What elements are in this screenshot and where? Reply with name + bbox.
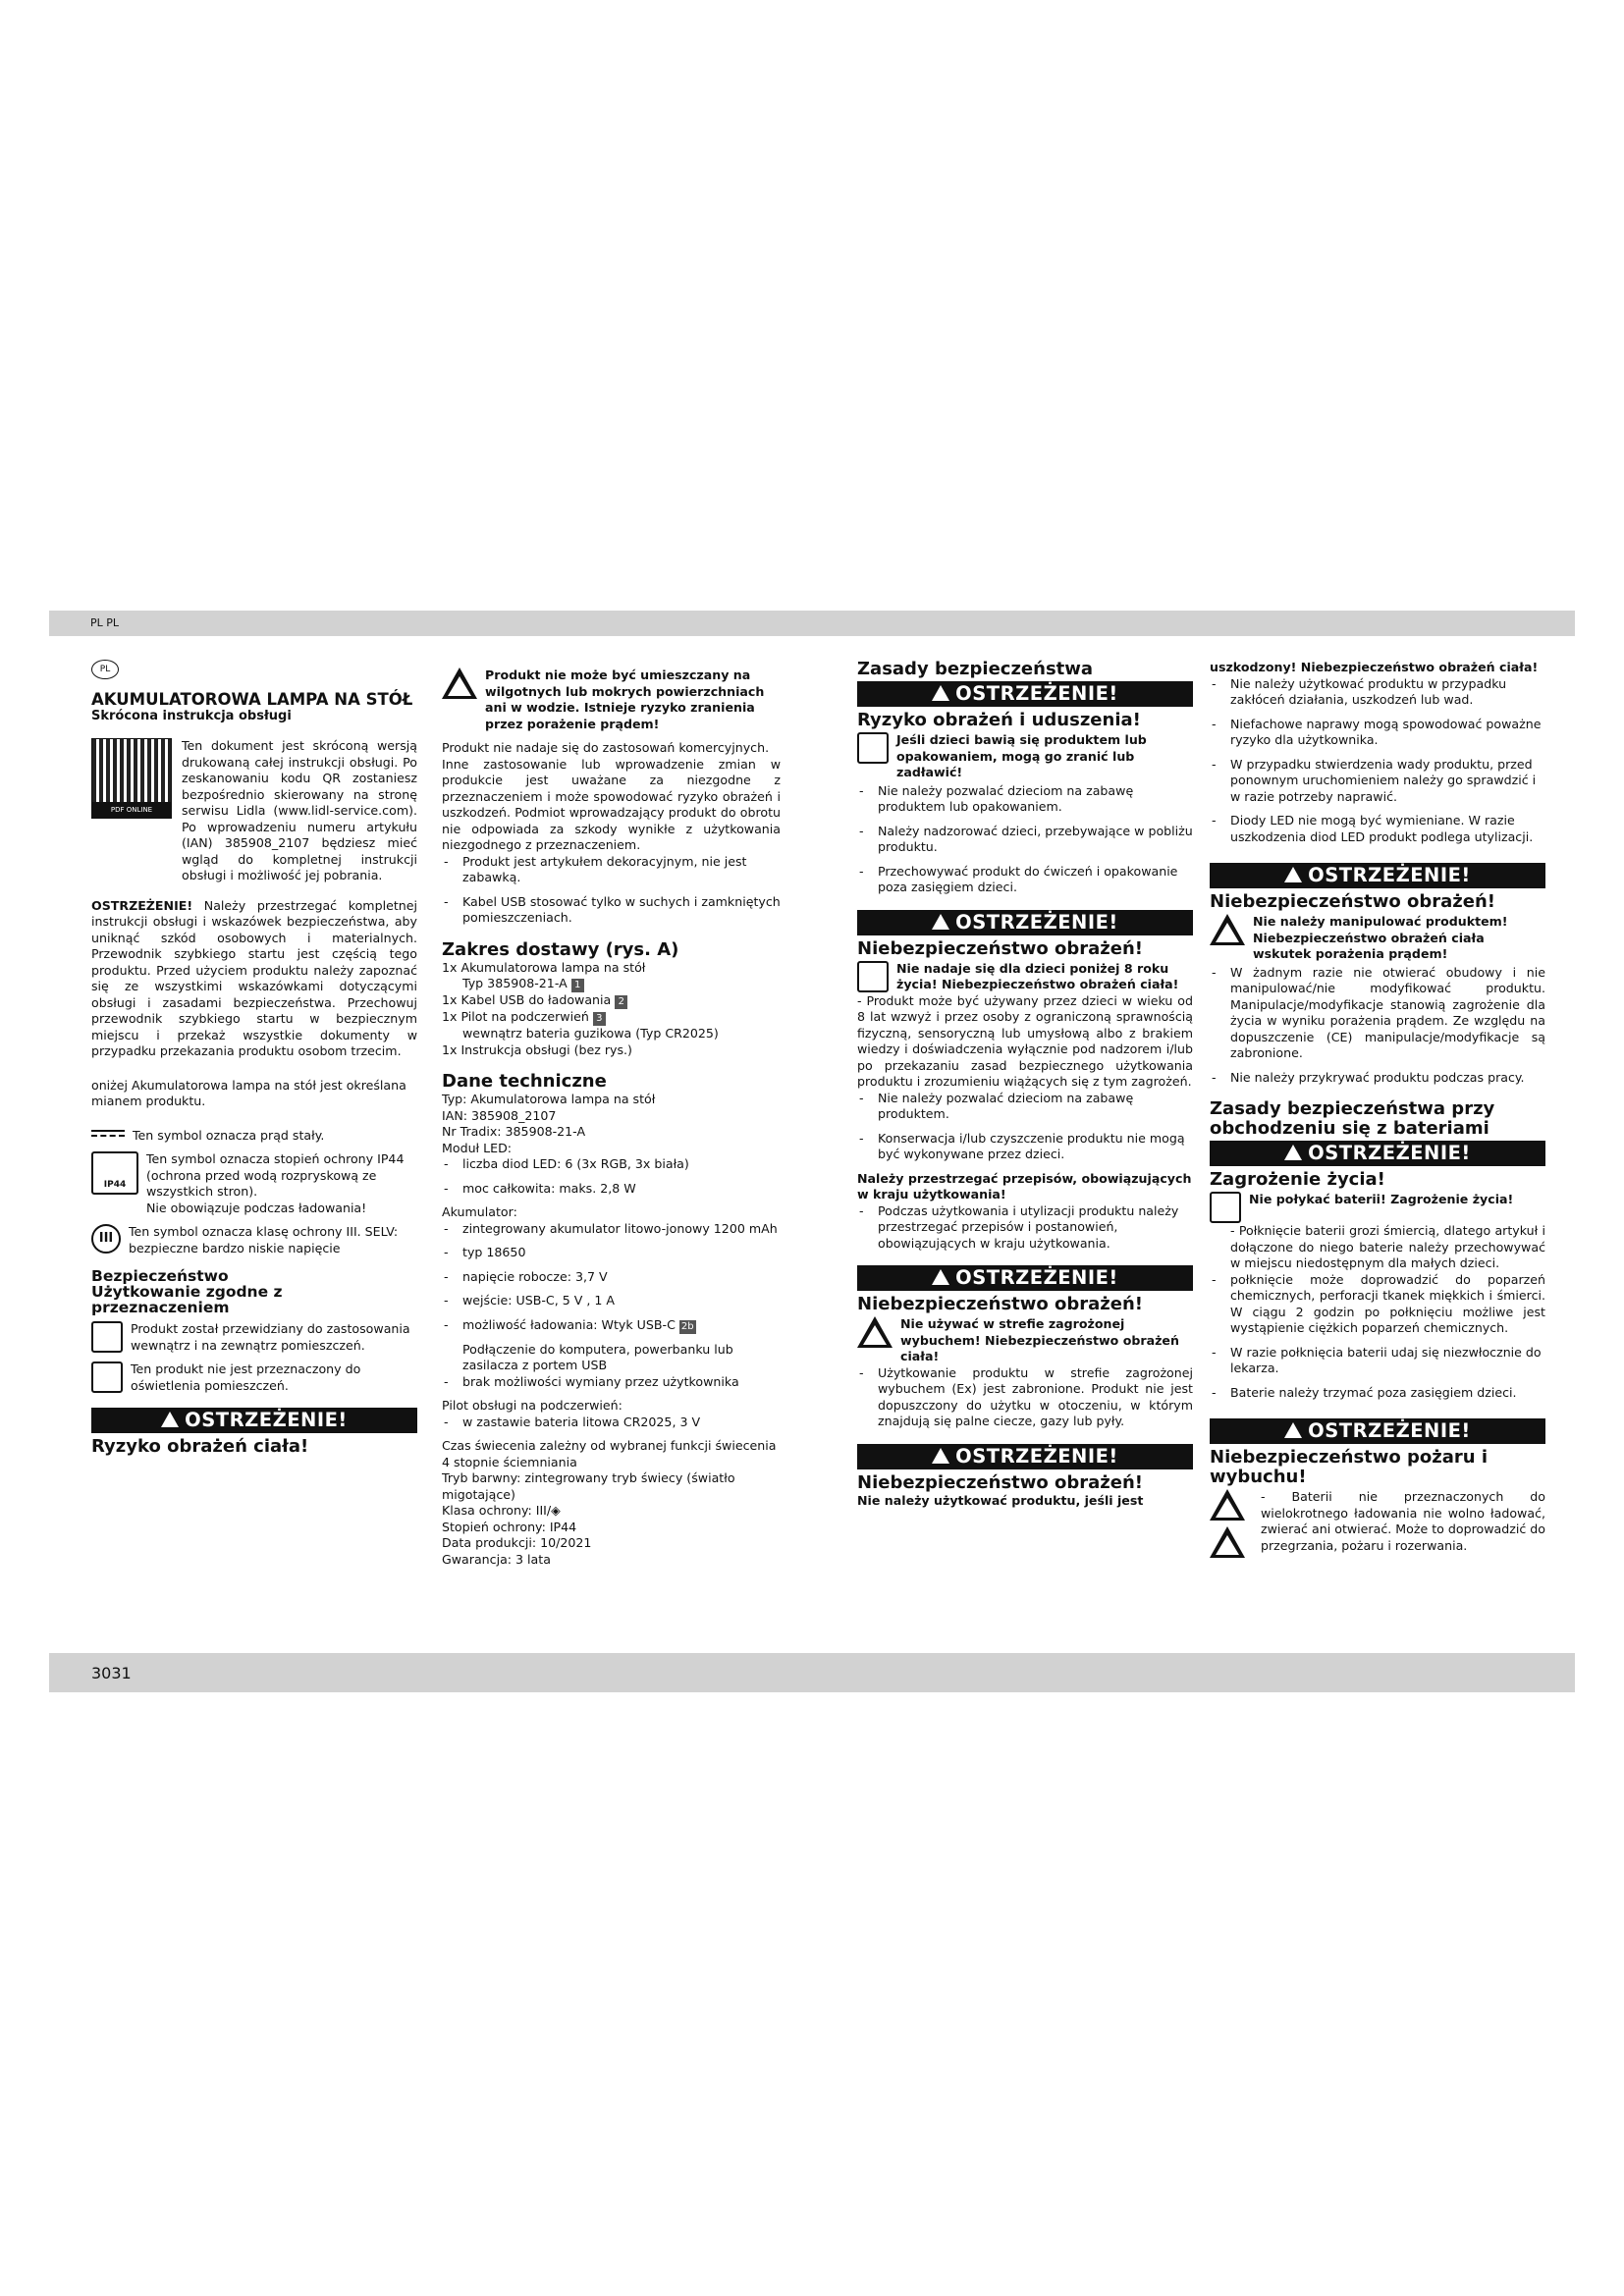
age-row bbox=[857, 961, 1193, 993]
warning-banner-5 bbox=[1210, 863, 1545, 888]
delivery-item-2 bbox=[442, 992, 781, 1009]
figure-number-3: 3 bbox=[593, 1012, 606, 1026]
fire-heading: Niebezpieczeństwo pożaru i wybuchu! bbox=[1210, 1447, 1489, 1487]
improper-use-text: Inne zastosowanie lub wprowadzenie zmian w produkcie jest uważane za niezgodne z przeznaczeniem i może spowodować ryzyko obrażeń i uszkodzeń. Podmiot wprowadzający produkt do obrotu nie odpowiada za szkody wynikłe z użytkowania niezgodnego z przeznaczeniem. bbox=[442, 756, 781, 852]
tech-led-module: Moduł LED: bbox=[442, 1140, 513, 1155]
tech-charging-text: możliwość ładowania: Wtyk USB-C bbox=[462, 1316, 676, 1332]
delivery-item-3-text: 1x Pilot na podczerwień bbox=[442, 1009, 589, 1024]
suffocation-heading: Ryzyko obrażeń i uduszenia! bbox=[857, 710, 1141, 730]
column-1 bbox=[91, 660, 417, 1457]
tech-power: - moc całkowita: maks. 2,8 W bbox=[442, 1181, 781, 1198]
warning-banner-3 bbox=[857, 1265, 1193, 1291]
use-indoor-outdoor-row bbox=[91, 1321, 417, 1354]
warning-bold: OSTRZEŻENIE! bbox=[91, 897, 193, 913]
battery-dash-3: - Baterie należy trzymać poza zasięgiem dzieci. bbox=[1210, 1385, 1545, 1402]
ip-symbol-text: Ten symbol oznacza stopień ochrony IP44 (ochrona przed wodą rozpryskową ze wszystkich stron). bbox=[146, 1151, 405, 1199]
warning-banner-label: OSTRZEŻENIE! bbox=[1308, 864, 1471, 886]
age-text: - Produkt może być używany przez dzieci w wieku od 8 lat wzwyż i przez osoby z ograniczoną sprawnością fizyczną, sensoryczną lub umysłową albo z brakiem wiedzy i doświadczenia wyłącznie pod nadzorem i/lub po przekazaniu zasad bezpiecznego użytkowania produktu i zrozumieniu wiążących się z tym zagrożeń. bbox=[857, 992, 1193, 1089]
warning-banner-7 bbox=[1210, 1418, 1545, 1444]
tech-voltage: - napięcie robocze: 3,7 V bbox=[442, 1269, 781, 1286]
tech-remote: Pilot obsługi na podczerwień: bbox=[442, 1398, 623, 1413]
pl-badge: PL bbox=[91, 660, 119, 679]
language-label: PL PL bbox=[90, 616, 120, 629]
injury-heading-1: Niebezpieczeństwo obrażeń! bbox=[857, 937, 1144, 959]
warning-banner-4 bbox=[857, 1444, 1193, 1469]
tech-protection-class: Klasa ochrony: III/◈ bbox=[442, 1503, 561, 1518]
tech-color-mode: Tryb barwny: zintegrowany tryb świecy (światło migotające) bbox=[442, 1470, 735, 1502]
damaged-dash-4: - Diody LED nie mogą być wymieniane. W razie uszkodzenia diod LED produkt podlega utylizacji. bbox=[1210, 813, 1545, 845]
warning-triangle-icon bbox=[932, 685, 949, 701]
flammable-icon bbox=[1210, 1489, 1245, 1521]
class-iii-text: Ten symbol oznacza klasę ochrony III. SELV: bezpieczne bardzo niskie napięcie bbox=[129, 1224, 399, 1255]
battery-dash-1: - połknięcie może doprowadzić do poparzeń chemicznych, perforacji tkanek miękkich i śmierci. W ciągu 2 godzin po połknięciu możliwe jest wystąpienie ciężkich poparzeń chemicznych. bbox=[1210, 1272, 1545, 1337]
manipulation-dash-2: - Nie należy przykrywać produktu podczas pracy. bbox=[1210, 1070, 1545, 1087]
indoor-outdoor-icon bbox=[91, 1321, 123, 1353]
electric-shock-icon bbox=[1210, 914, 1245, 945]
warning-banner-label: OSTRZEŻENIE! bbox=[955, 1266, 1118, 1289]
delivery-item-4: 1x Instrukcja obsługi (bez rys.) bbox=[442, 1041, 632, 1057]
damaged-dash-1: - Nie należy użytkować produktu w przypadku zakłóceń działania, uszkodzeń lub wad. bbox=[1210, 676, 1545, 709]
suffocation-bold: Jeśli dzieci bawią się produktem lub opakowaniem, mogą go zranić lub zadławić! bbox=[896, 732, 1147, 779]
footer-bar bbox=[49, 1653, 1575, 1692]
battery-swallow-text: - Połknięcie baterii grozi śmiercią, dlatego artykuł i dołączone do niego baterie należy przechowywać w miejscu niedostępnym dla małych dzieci. bbox=[1230, 1223, 1545, 1270]
warning-triangle-icon bbox=[1284, 1145, 1302, 1160]
suffocation-row bbox=[857, 732, 1193, 781]
explosion-icon bbox=[1210, 1526, 1245, 1558]
battery-dash-2: - W razie połknięcia baterii udaj się niezwłocznie do lekarza. bbox=[1210, 1345, 1545, 1377]
damaged-bold-end: uszkodzony! Niebezpieczeństwo obrażeń ciała! bbox=[1210, 660, 1539, 674]
explosion-bold: Nie używać w strefie zagrożonej wybuchem! Niebezpieczeństwo obrażeń ciała! bbox=[900, 1316, 1179, 1363]
delivery-item-3 bbox=[442, 1009, 781, 1026]
product-subtitle: Skrócona instrukcja obsługi bbox=[91, 709, 292, 723]
tech-type: Typ: Akumulatorowa lampa na stół bbox=[442, 1092, 656, 1106]
column-2 bbox=[442, 660, 781, 1568]
tech-production-date: Data produkcji: 10/2021 bbox=[442, 1535, 592, 1550]
figure-number-2b: 2b bbox=[680, 1320, 694, 1332]
not-room-lighting-row bbox=[91, 1362, 417, 1394]
electric-shock-icon bbox=[442, 667, 477, 699]
regulations-bold: Należy przestrzegać przepisów, obowiązujących w kraju użytkowania! bbox=[857, 1170, 1192, 1201]
explosion-hazard-icon bbox=[857, 1316, 893, 1348]
fire-icons bbox=[1210, 1489, 1253, 1558]
tech-charging-connect: Podłączenie do komputera, powerbanku lub zasilacza z portem USB bbox=[462, 1341, 733, 1372]
tech-input: - wejście: USB-C, 5 V , 1 A bbox=[442, 1293, 781, 1309]
safety-heading: Bezpieczeństwo bbox=[91, 1267, 229, 1285]
ip44-icon bbox=[91, 1151, 138, 1195]
warning-triangle-icon bbox=[932, 914, 949, 930]
battery-swallow-bold: Nie połykać baterii! Zagrożenie życia! bbox=[1249, 1192, 1514, 1206]
tech-remote-battery: - w zastawie bateria litowa CR2025, 3 V bbox=[442, 1415, 781, 1431]
injury-heading-2: Niebezpieczeństwo obrażeń! bbox=[857, 1294, 1144, 1314]
battery-swallow-row bbox=[1210, 1192, 1545, 1223]
warning-triangle-icon bbox=[932, 1269, 949, 1285]
ip44-icon-label: IP44 bbox=[103, 1179, 127, 1190]
warning-banner-6 bbox=[1210, 1141, 1545, 1166]
tech-dimming: 4 stopnie ściemniania bbox=[442, 1454, 577, 1469]
manipulation-dash-1: - W żadnym razie nie otwierać obudowy i nie manipulować/nie modyfikować produktu. Manipulacje/modyfikacje stanowią zagrożenie dla życia w wyniku porażenia prądem. Ze względu na dopuszczenie (CE) manipulacje/modyfikacje są zabronione. bbox=[1210, 965, 1545, 1062]
delivery-item-1-type bbox=[442, 976, 781, 992]
electric-warning-text: Produkt nie może być umieszczany na wilgotnych lub mokrych powierzchniach ani w wodzie. Istnieje ryzyko zranienia przez porażenie prądem! bbox=[485, 667, 765, 731]
tech-ian: IAN: 385908_2107 bbox=[442, 1107, 557, 1123]
warning-banner-label: OSTRZEŻENIE! bbox=[185, 1409, 348, 1431]
age-bold: Nie nadaje się dla dzieci poniżej 8 roku życia! Niebezpieczeństwo obrażeń ciała! bbox=[896, 960, 1179, 991]
warning-triangle-icon bbox=[161, 1412, 179, 1427]
qr-section bbox=[91, 738, 417, 884]
battery-safety-heading: Zasady bezpieczeństwa przy obchodzeniu się z bateriami bbox=[1210, 1098, 1495, 1139]
warning-banner-1 bbox=[857, 681, 1193, 707]
safety-rules-heading: Zasady bezpieczeństwa bbox=[857, 659, 1094, 679]
warning-triangle-icon bbox=[932, 1448, 949, 1464]
intended-use-heading: Użytkowanie zgodne z przeznaczeniem bbox=[91, 1283, 283, 1316]
age-dash-1: - Nie należy pozwalać dzieciom na zabawę produktem. bbox=[857, 1091, 1193, 1123]
explosion-dash: - Użytkowanie produktu w strefie zagrożonej wybuchem (Ex) jest zabronione. Produkt nie jest dopuszczony do użytku w otoczeniu, w którym znajdują się palne ciecze, gazy lub pyły. bbox=[857, 1365, 1193, 1430]
no-room-lighting-icon bbox=[91, 1362, 123, 1393]
figure-number-2: 2 bbox=[615, 995, 627, 1009]
not-room-lighting-text: Ten produkt nie jest przeznaczony do oświetlenia pomieszczeń. bbox=[131, 1362, 361, 1393]
damaged-dash-2: - Niefachowe naprawy mogą spowodować poważne ryzyko dla użytkownika. bbox=[1210, 717, 1545, 749]
usb-cable-text: - Kabel USB stosować tylko w suchych i zamkniętych pomieszczeniach. bbox=[442, 894, 781, 927]
tech-battery-type: - zintegrowany akumulator litowo-jonowy 1200 mAh bbox=[442, 1221, 781, 1238]
tech-light-time: Czas świecenia zależny od wybranej funkcji świecenia bbox=[442, 1438, 777, 1453]
warning-triangle-icon bbox=[1284, 1422, 1302, 1438]
ip-symbol-note: Nie obowiązuje podczas ładowania! bbox=[146, 1200, 367, 1215]
tech-charging bbox=[442, 1317, 781, 1334]
warning-banner-label: OSTRZEŻENIE! bbox=[955, 682, 1118, 705]
class-iii-row bbox=[91, 1224, 417, 1256]
warning-banner-label: OSTRZEŻENIE! bbox=[955, 910, 1118, 934]
tech-ip-rating: Stopień ochrony: IP44 bbox=[442, 1519, 577, 1534]
delivery-item-2-text: 1x Kabel USB do ładowania bbox=[442, 992, 612, 1007]
electric-warning-row bbox=[442, 667, 781, 732]
delivery-heading: Zakres dostawy (rys. A) bbox=[442, 938, 679, 960]
decorative-item-text: - Produkt jest artykułem dekoracyjnym, nie jest zabawką. bbox=[442, 854, 781, 886]
column-3 bbox=[857, 660, 1193, 1509]
damaged-dash-3: - W przypadku stwierdzenia wady produktu, przed ponownym uruchomieniem należy go sprawdzić i w razie potrzeby naprawić. bbox=[1210, 757, 1545, 806]
page-number: 3031 bbox=[91, 1664, 132, 1682]
tech-tradix: Nr Tradix: 385908-21-A bbox=[442, 1124, 586, 1139]
delivery-type: Typ 385908-21-A bbox=[462, 976, 568, 990]
delivery-item-1: 1x Akumulatorowa lampa na stół bbox=[442, 959, 646, 975]
warning-banner-2 bbox=[857, 910, 1193, 935]
risk-heading: Ryzyko obrażeń ciała! bbox=[91, 1436, 309, 1457]
figure-number-1: 1 bbox=[571, 979, 584, 992]
tech-warranty: Gwarancja: 3 lata bbox=[442, 1551, 551, 1567]
manipulation-bold: Nie należy manipulować produktem! Niebezpieczeństwo obrażeń ciała wskutek porażenia prądem! bbox=[1253, 914, 1508, 961]
protection-class-iii-icon: III bbox=[91, 1224, 121, 1254]
warning-banner-label: OSTRZEŻENIE! bbox=[1308, 1142, 1471, 1164]
commercial-use-text: Produkt nie nadaje się do zastosowań komercyjnych. bbox=[442, 740, 770, 755]
dc-symbol-row bbox=[91, 1128, 417, 1145]
warning-banner-label: OSTRZEŻENIE! bbox=[955, 1444, 1118, 1468]
use-indoor-outdoor-text: Produkt został przewidziany do zastosowania wewnątrz i na zewnątrz pomieszczeń. bbox=[131, 1321, 410, 1353]
tech-heading: Dane techniczne bbox=[442, 1071, 607, 1092]
warning-banner-label: OSTRZEŻENIE! bbox=[1308, 1419, 1471, 1442]
regulations-dash: - Podczas użytkowania i utylizacji produktu należy przestrzegać przepisów i postanowień, obowiązujących w kraju użytkowania. bbox=[857, 1203, 1193, 1253]
injury-heading-3: Niebezpieczeństwo obrażeń! bbox=[857, 1471, 1144, 1493]
warning-text: Należy przestrzegać kompletnej instrukcji obsługi i wskazówek bezpieczeństwa, aby uniknąć szkód osobowych i materialnych. Przewodnik szybkiego startu jest częścią tego produktu. Przed użyciem produktu należy zapoznać się ze wszystkimi wskazówkami dotyczącymi obsługi i zasadami bezpieczeństwa. Przechowuj przewodnik szybkiego startu w bezpiecznym miejscu i przekaż wszystkie dokumenty w przypadku przekazania produktu osobom trzecim. bbox=[91, 897, 417, 1058]
warning-banner bbox=[91, 1408, 417, 1433]
injury-heading-4: Niebezpieczeństwo obrażeń! bbox=[1210, 891, 1496, 912]
ip-symbol-row bbox=[91, 1151, 417, 1216]
child-battery-icon bbox=[1210, 1192, 1241, 1223]
tech-led-count: - liczba diod LED: 6 (3x RGB, 3x biała) bbox=[442, 1156, 781, 1173]
dc-symbol-text: Ten symbol oznacza prąd stały. bbox=[133, 1127, 325, 1143]
suffocation-dash-1: - Nie należy pozwalać dzieciom na zabawę produktem lub opakowaniem. bbox=[857, 783, 1193, 816]
header-bar bbox=[49, 611, 1575, 636]
suffocation-dash-2: - Należy nadzorować dzieci, przebywające w pobliżu produktu. bbox=[857, 824, 1193, 856]
intro-text: Ten dokument jest skróconą wersją drukowaną całej instrukcji obsługi. Po zeskanowaniu kodu QR zostaniesz bezpośrednio skierowany na stronę serwisu Lidla (www.lidl-service.com). Po wprowadzeniu numeru artykułu (IAN) 385908_2107 będziesz mieć wgląd do kompletnej instrukcji obsługi i możliwość jej pobrania. bbox=[182, 738, 417, 882]
product-definition: oniżej Akumulatorowa lampa na stół jest określana mianem produktu. bbox=[91, 1077, 406, 1108]
tech-not-replaceable: - brak możliwości wymiany przez użytkownika bbox=[442, 1374, 781, 1391]
suffocation-dash-3: - Przechowywać produkt do ćwiczeń i opakowanie poza zasięgiem dzieci. bbox=[857, 864, 1193, 896]
warning-triangle-icon bbox=[1284, 867, 1302, 882]
delivery-item-3-battery: wewnątrz bateria guzikowa (Typ CR2025) bbox=[462, 1026, 719, 1041]
child-warning-icon bbox=[857, 732, 889, 764]
tech-battery: Akumulator: bbox=[442, 1204, 517, 1219]
age-8-warning-icon bbox=[857, 961, 889, 992]
fire-row bbox=[1210, 1489, 1545, 1558]
column-4 bbox=[1210, 660, 1545, 1558]
dc-current-icon bbox=[91, 1128, 125, 1138]
fire-text: - Baterii nie przeznaczonych do wielokrotnego ładowania nie wolno ładować, zwierać ani otwierać. Może to doprowadzić do przegrzania, pożaru i rozerwania. bbox=[1261, 1489, 1545, 1553]
age-dash-2: - Konserwacja i/lub czyszczenie produktu nie mogą być wykonywane przez dzieci. bbox=[857, 1131, 1193, 1163]
life-danger-heading: Zagrożenie życia! bbox=[1210, 1169, 1385, 1190]
manipulation-row bbox=[1210, 914, 1545, 963]
warning-paragraph bbox=[91, 898, 417, 1060]
product-title: AKUMULATOROWA LAMPA NA STÓŁ bbox=[91, 690, 413, 709]
explosion-row bbox=[857, 1316, 1193, 1365]
damaged-bold-start: Nie należy użytkować produktu, jeśli jest bbox=[857, 1492, 1144, 1508]
tech-battery-model: - typ 18650 bbox=[442, 1245, 781, 1261]
qr-code-icon[interactable] bbox=[91, 738, 172, 819]
